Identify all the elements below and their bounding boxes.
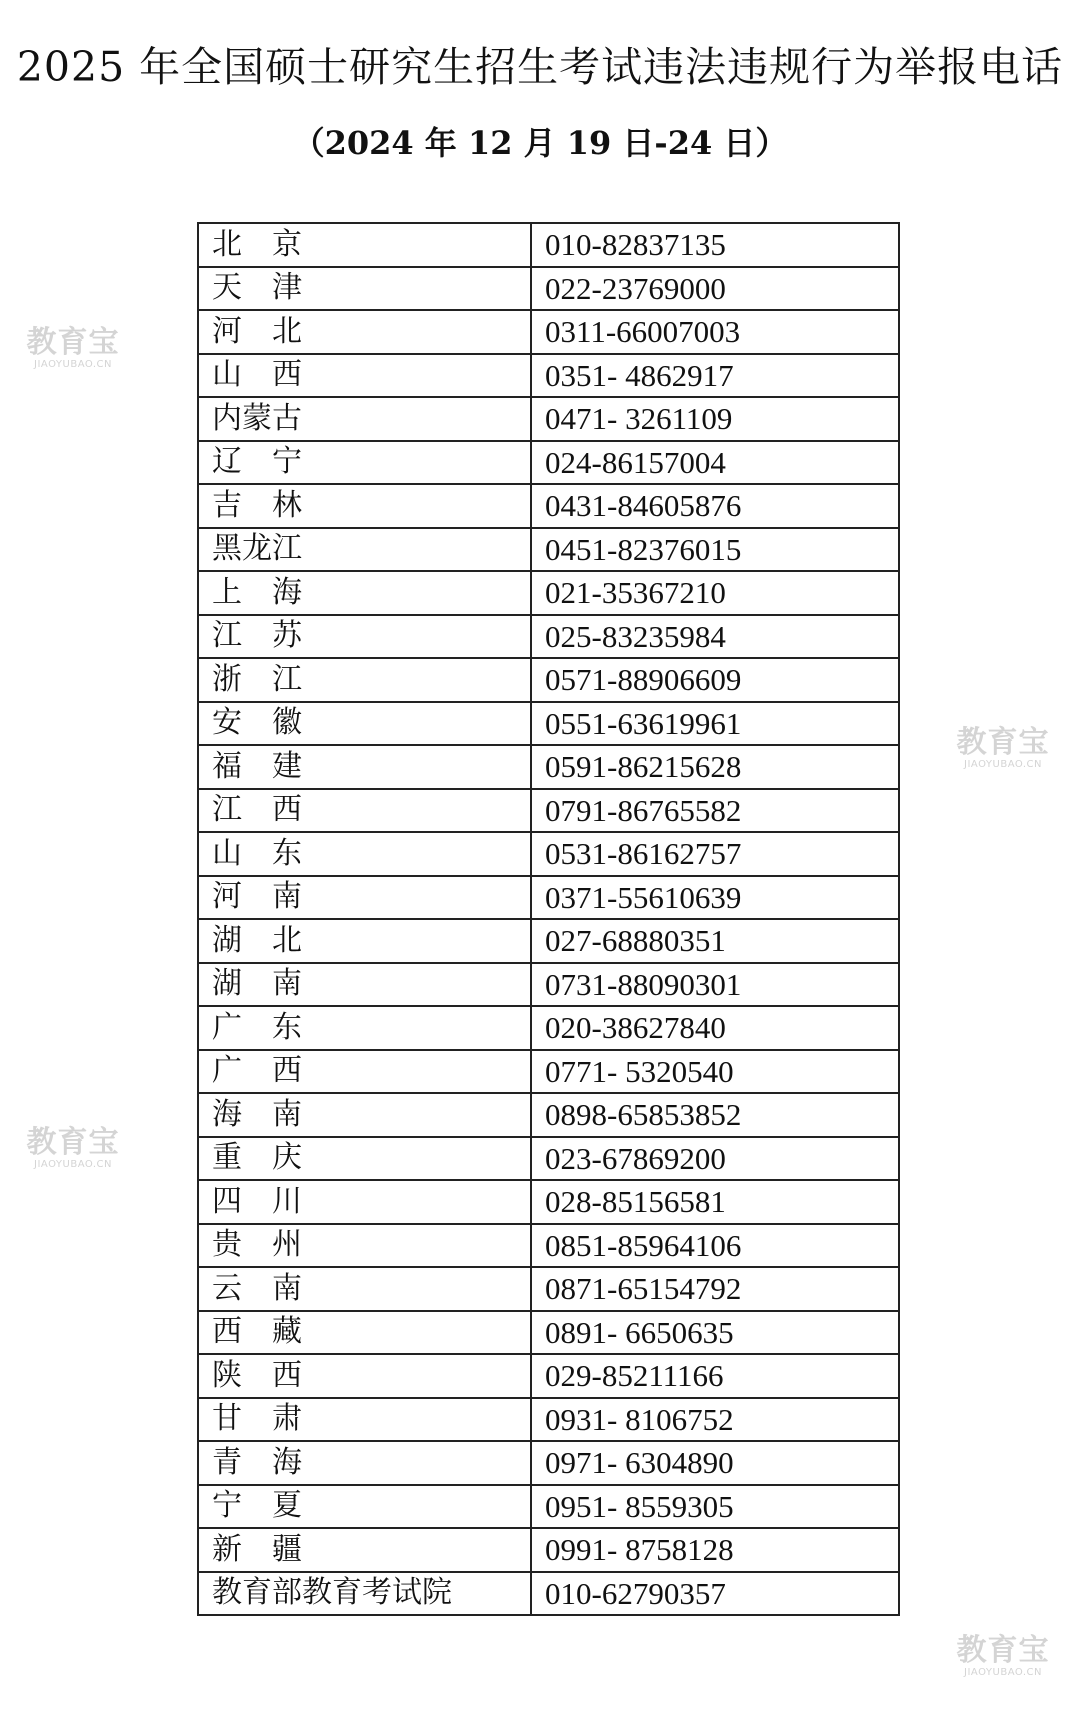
phone-number-cell: 0591-86215628	[531, 745, 899, 789]
region-cell: 新 疆	[198, 1528, 531, 1572]
region-cell: 西 藏	[198, 1311, 531, 1355]
table-row	[198, 397, 899, 441]
region-cell: 宁 夏	[198, 1485, 531, 1529]
phone-number-cell: 0991- 8758128	[531, 1528, 899, 1572]
region-cell: 河 北	[198, 310, 531, 354]
region-cell: 广 东	[198, 1006, 531, 1050]
region-cell: 山 东	[198, 832, 531, 876]
region-cell: 江 西	[198, 789, 531, 833]
region-cell: 江 苏	[198, 615, 531, 659]
region-cell: 天 津	[198, 267, 531, 311]
watermark	[18, 326, 128, 371]
phone-number-cell: 029-85211166	[531, 1354, 899, 1398]
phone-number-cell: 0451-82376015	[531, 528, 899, 572]
table-row	[198, 702, 899, 746]
table-row	[198, 745, 899, 789]
table-row	[198, 876, 899, 920]
region-cell: 广 西	[198, 1050, 531, 1094]
phone-number-cell: 0891- 6650635	[531, 1311, 899, 1355]
table-row	[198, 1267, 899, 1311]
phone-number-cell: 0311-66007003	[531, 310, 899, 354]
watermark	[948, 726, 1058, 771]
table-row	[198, 1180, 899, 1224]
region-cell: 四 川	[198, 1180, 531, 1224]
page-title: 2025 年全国硕士研究生招生考试违法违规行为举报电话	[16, 43, 1064, 91]
table-row	[198, 528, 899, 572]
phone-number-cell: 023-67869200	[531, 1137, 899, 1181]
watermark-logo-text: 教育宝	[956, 1633, 1050, 1668]
region-cell: 上 海	[198, 571, 531, 615]
phone-number-cell: 0571-88906609	[531, 658, 899, 702]
table-row	[198, 615, 899, 659]
phone-number-cell: 0898-65853852	[531, 1093, 899, 1137]
table-row	[198, 1528, 899, 1572]
region-cell: 湖 北	[198, 919, 531, 963]
region-cell: 黑龙江	[198, 528, 531, 572]
phone-number-cell: 0971- 6304890	[531, 1441, 899, 1485]
page-subtitle-date-range: （2024 年 12 月 19 日-24 日）	[292, 124, 788, 162]
region-cell: 重 庆	[198, 1137, 531, 1181]
hotline-table	[197, 222, 900, 1616]
region-cell: 甘 肃	[198, 1398, 531, 1442]
watermark	[948, 1634, 1058, 1679]
table-row	[198, 571, 899, 615]
table-row	[198, 1485, 899, 1529]
table-row	[198, 1441, 899, 1485]
phone-number-cell: 020-38627840	[531, 1006, 899, 1050]
table-row	[198, 832, 899, 876]
region-cell: 浙 江	[198, 658, 531, 702]
phone-number-cell: 0471- 3261109	[531, 397, 899, 441]
phone-number-cell: 0371-55610639	[531, 876, 899, 920]
phone-number-cell: 027-68880351	[531, 919, 899, 963]
table-row	[198, 441, 899, 485]
table-row	[198, 1224, 899, 1268]
table-row	[198, 354, 899, 398]
phone-number-cell: 0871-65154792	[531, 1267, 899, 1311]
phone-number-cell: 022-23769000	[531, 267, 899, 311]
phone-number-cell: 010-62790357	[531, 1572, 899, 1616]
phone-number-cell: 0851-85964106	[531, 1224, 899, 1268]
watermark-logo-text: 教育宝	[26, 325, 120, 360]
region-cell: 辽 宁	[198, 441, 531, 485]
watermark-domain-text: JIAOYUBAO.CN	[964, 1667, 1042, 1678]
phone-number-cell: 0431-84605876	[531, 484, 899, 528]
table-row	[198, 1398, 899, 1442]
table-row	[198, 223, 899, 267]
region-cell: 贵 州	[198, 1224, 531, 1268]
table-row	[198, 963, 899, 1007]
phone-number-cell: 0731-88090301	[531, 963, 899, 1007]
table-row	[198, 1050, 899, 1094]
region-cell: 云 南	[198, 1267, 531, 1311]
table-row	[198, 1311, 899, 1355]
watermark-domain-text: JIAOYUBAO.CN	[964, 759, 1042, 770]
region-cell: 湖 南	[198, 963, 531, 1007]
table-row	[198, 1572, 899, 1616]
region-cell: 安 徽	[198, 702, 531, 746]
table-row	[198, 1354, 899, 1398]
phone-number-cell: 025-83235984	[531, 615, 899, 659]
hotline-table-body	[198, 223, 899, 1615]
phone-number-cell: 0791-86765582	[531, 789, 899, 833]
region-cell: 内蒙古	[198, 397, 531, 441]
phone-number-cell: 0551-63619961	[531, 702, 899, 746]
region-cell: 陕 西	[198, 1354, 531, 1398]
region-cell: 河 南	[198, 876, 531, 920]
watermark-logo-text: 教育宝	[26, 1125, 120, 1160]
region-cell: 教育部教育考试院	[198, 1572, 531, 1616]
table-row	[198, 789, 899, 833]
table-row	[198, 310, 899, 354]
watermark-domain-text: JIAOYUBAO.CN	[34, 1159, 112, 1170]
region-cell: 北 京	[198, 223, 531, 267]
table-row	[198, 1093, 899, 1137]
phone-number-cell: 0771- 5320540	[531, 1050, 899, 1094]
region-cell: 吉 林	[198, 484, 531, 528]
region-cell: 山 西	[198, 354, 531, 398]
phone-number-cell: 0531-86162757	[531, 832, 899, 876]
watermark-domain-text: JIAOYUBAO.CN	[34, 359, 112, 370]
phone-number-cell: 010-82837135	[531, 223, 899, 267]
region-cell: 海 南	[198, 1093, 531, 1137]
phone-number-cell: 0351- 4862917	[531, 354, 899, 398]
phone-number-cell: 0951- 8559305	[531, 1485, 899, 1529]
table-row	[198, 1006, 899, 1050]
table-row	[198, 484, 899, 528]
watermark	[18, 1126, 128, 1171]
phone-number-cell: 024-86157004	[531, 441, 899, 485]
phone-number-cell: 021-35367210	[531, 571, 899, 615]
phone-number-cell: 028-85156581	[531, 1180, 899, 1224]
table-row	[198, 267, 899, 311]
table-row	[198, 919, 899, 963]
watermark-logo-text: 教育宝	[956, 725, 1050, 760]
region-cell: 青 海	[198, 1441, 531, 1485]
region-cell: 福 建	[198, 745, 531, 789]
phone-number-cell: 0931- 8106752	[531, 1398, 899, 1442]
table-row	[198, 658, 899, 702]
table-row	[198, 1137, 899, 1181]
